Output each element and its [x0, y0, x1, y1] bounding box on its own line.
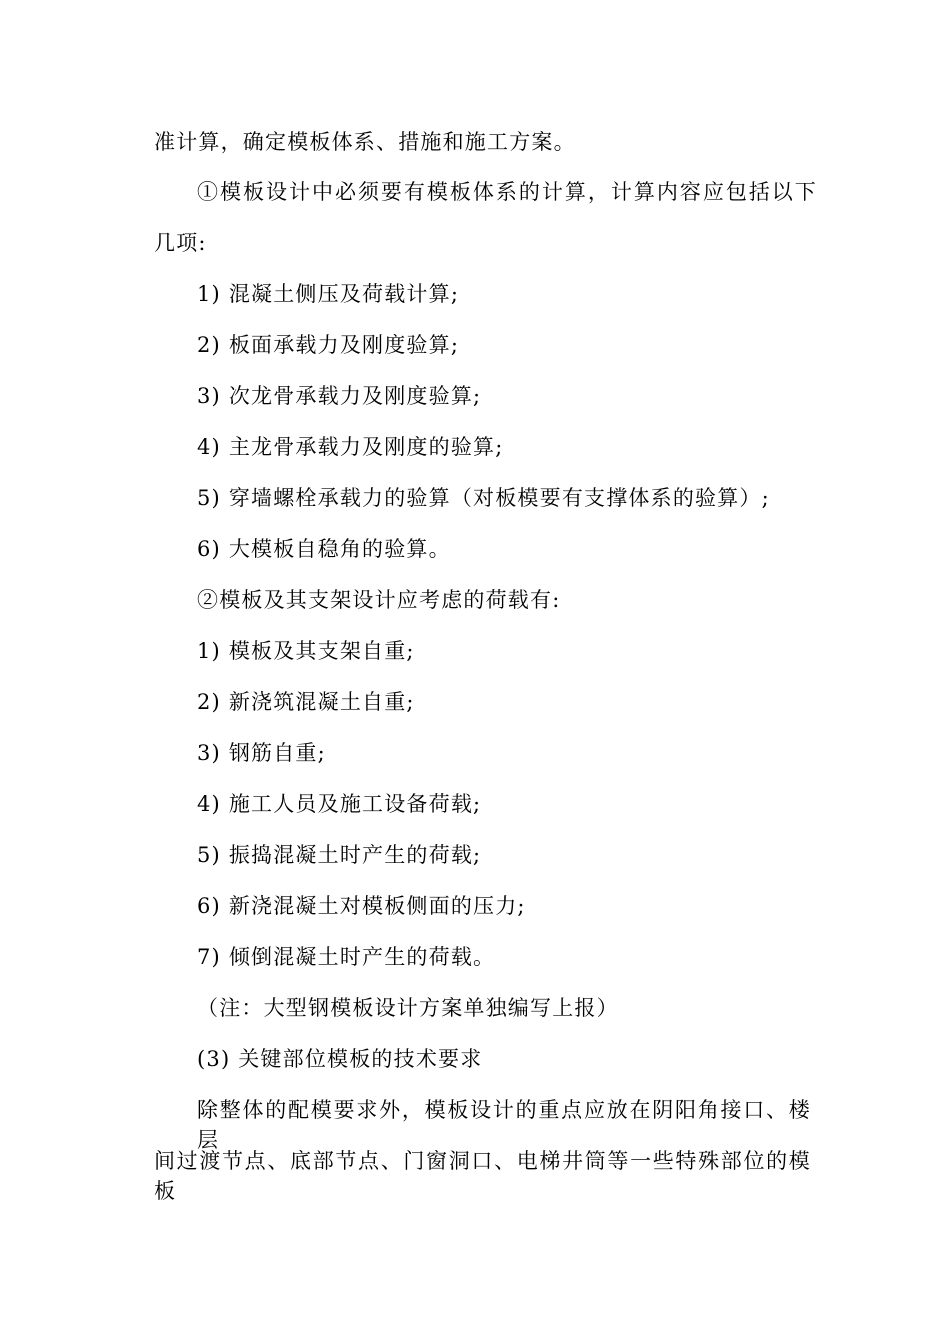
list-item: 5) 振捣混凝土时产生的荷载;	[197, 843, 482, 867]
list-item: 4) 主龙骨承载力及刚度的验算;	[197, 435, 504, 459]
list-item: 3) 钢筋自重;	[197, 741, 326, 765]
note-line: （注：大型钢模板设计方案单独编写上报）	[197, 996, 619, 1020]
paragraph-line: 准计算，确定模板体系、措施和施工方案。	[154, 130, 576, 154]
paragraph-line: 几项:	[154, 231, 207, 255]
list-item: 5) 穿墙螺栓承载力的验算（对板模要有支撑体系的验算）;	[197, 486, 770, 510]
section-heading: (3) 关键部位模板的技术要求	[197, 1047, 483, 1071]
list-item: 7) 倾倒混凝土时产生的荷载。	[197, 945, 496, 969]
list-item: 6) 新浇混凝土对模板侧面的压力;	[197, 894, 526, 918]
paragraph-line: 除整体的配模要求外，模板设计的重点应放在阴阳角接口、楼层	[197, 1098, 811, 1152]
list-item: 6) 大模板自稳角的验算。	[197, 537, 451, 561]
list-item: 3) 次龙骨承载力及刚度验算;	[197, 384, 482, 408]
list-item: 1) 混凝土侧压及荷载计算;	[197, 282, 460, 306]
paragraph-line: 间过渡节点、底部节点、门窗洞口、电梯井筒等一些特殊部位的模板	[154, 1149, 811, 1203]
paragraph-line: ①模板设计中必须要有模板体系的计算，计算内容应包括以下	[197, 180, 817, 204]
list-item: 2) 新浇筑混凝土自重;	[197, 690, 415, 714]
section-heading: ②模板及其支架设计应考虑的荷载有:	[197, 588, 561, 612]
list-item: 2) 板面承载力及刚度验算;	[197, 333, 460, 357]
list-item: 4) 施工人员及施工设备荷载;	[197, 792, 482, 816]
list-item: 1) 模板及其支架自重;	[197, 639, 415, 663]
